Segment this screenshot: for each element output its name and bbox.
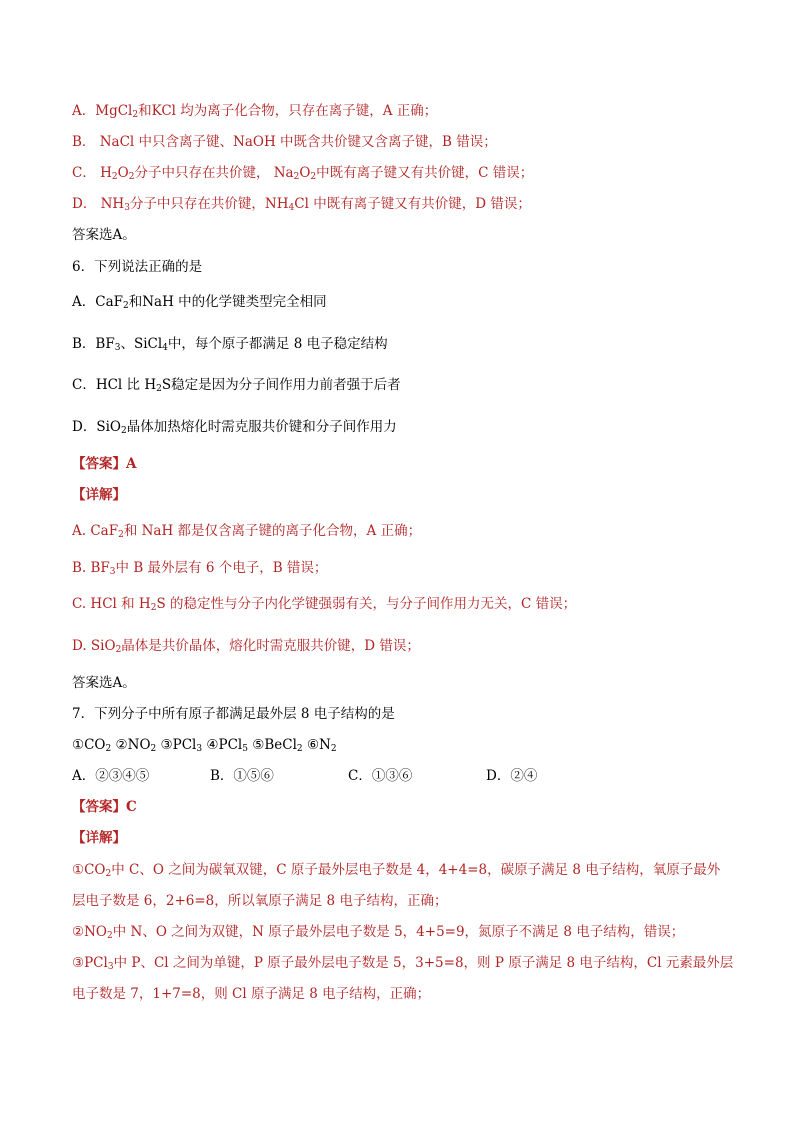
q6-detail-label: 【详解】 [72, 487, 126, 503]
q6-answer: 答案选A。 [72, 675, 136, 691]
q7-option-b: B．①⑤⑥ [210, 768, 274, 784]
q6-explanation-d: D. SiO$_2$晶体是共价晶体，熔化时需克服共价键，D 错误； [72, 638, 420, 655]
q7-option-c: C．①③⑥ [348, 768, 413, 784]
q7-detail-label: 【详解】 [72, 830, 126, 846]
q7-explanation-1a: $①CO_2$中 C、O 之间为碳氧双键，C 原子最外层电子数是 4，4+4=8，碳原子满足 8 电子结构，氧原子最外 [72, 862, 721, 879]
q6-answer-label: 【答案】A [72, 456, 137, 472]
prev-answer: 答案选A。 [72, 227, 136, 243]
q6-option-d: D．SiO$_2$晶体加热熔化时需克服共价键和分子间作用力 [72, 419, 397, 436]
q7-options [72, 766, 537, 786]
q6-option-a: A．CaF$_2$和NaH 中的化学键类型完全相同 [72, 294, 327, 311]
q7-stem: 7．下列分子中所有原子都满足最外层 8 电子结构的是 [72, 706, 395, 722]
q6-explanation-c: C. HCl 和 $H_2S$ 的稳定性与分子内化学键强弱有关，与分子间作用力无关，C 错误； [72, 596, 577, 613]
q6-option-b: B．$BF_3$、SiCl$_4$中，每个原子都满足 8 电子稳定结构 [72, 336, 388, 353]
q7-explanation-3a: ③PCl$_3$中 P、Cl 之间为单键，P 原子最外层电子数是 5，3+5=8，则 P 原子满足 8 电子结构，Cl 元素最外层 [72, 955, 734, 972]
q6-explanation-a: A. CaF$_2$和 NaH 都是仅含离子键的离子化合物，A 正确； [72, 523, 422, 540]
prev-explanation-c: C． $H_2O_2$分子中只存在共价键， $Na_2O_2$中既有离子键又有共价键，C 错误； [72, 165, 534, 182]
q6-explanation-b: B. $BF_3$中 B 最外层有 6 个电子，B 错误； [72, 560, 328, 577]
q7-answer-label: 【答案】C [72, 799, 137, 815]
q7-molecule-list: $①CO_2$ $②NO_2$ ③PCl$_3$ ④PCl$_5$ ⑤BeCl$_2$ $⑥N_2$ [72, 737, 337, 754]
prev-explanation-b: B． NaCl 中只含离子键、NaOH 中既含共价键又含离子键，B 错误； [72, 134, 497, 150]
q7-option-a: A．②③④⑤ [72, 768, 150, 784]
q7-explanation-3b: 电子数是 7，1+7=8，则 Cl 原子满足 8 电子结构，正确； [72, 986, 431, 1002]
q6-stem: 6．下列说法正确的是 [72, 259, 203, 275]
q7-explanation-2: $②NO_2$中 N、O 之间为双键，N 原子最外层电子数是 5，4+5=9，氮原子不满足 8 电子结构，错误； [72, 924, 685, 941]
prev-explanation-d: D． $NH_3$分子中只存在共价键，$NH_4Cl$ 中既有离子键又有共价键，D 错误； [72, 196, 531, 213]
q7-explanation-1b: 层电子数是 6，2+6=8，所以氧原子满足 8 电子结构，正确； [72, 893, 448, 909]
q7-option-d: D．②④ [486, 768, 538, 784]
q6-option-c: C．HCl 比 $H_2S$稳定是因为分子间作用力前者强于后者 [72, 377, 401, 394]
prev-explanation-a: A．MgCl$_2$和KCl 均为离子化合物，只存在离子键，A 正确； [72, 103, 438, 120]
